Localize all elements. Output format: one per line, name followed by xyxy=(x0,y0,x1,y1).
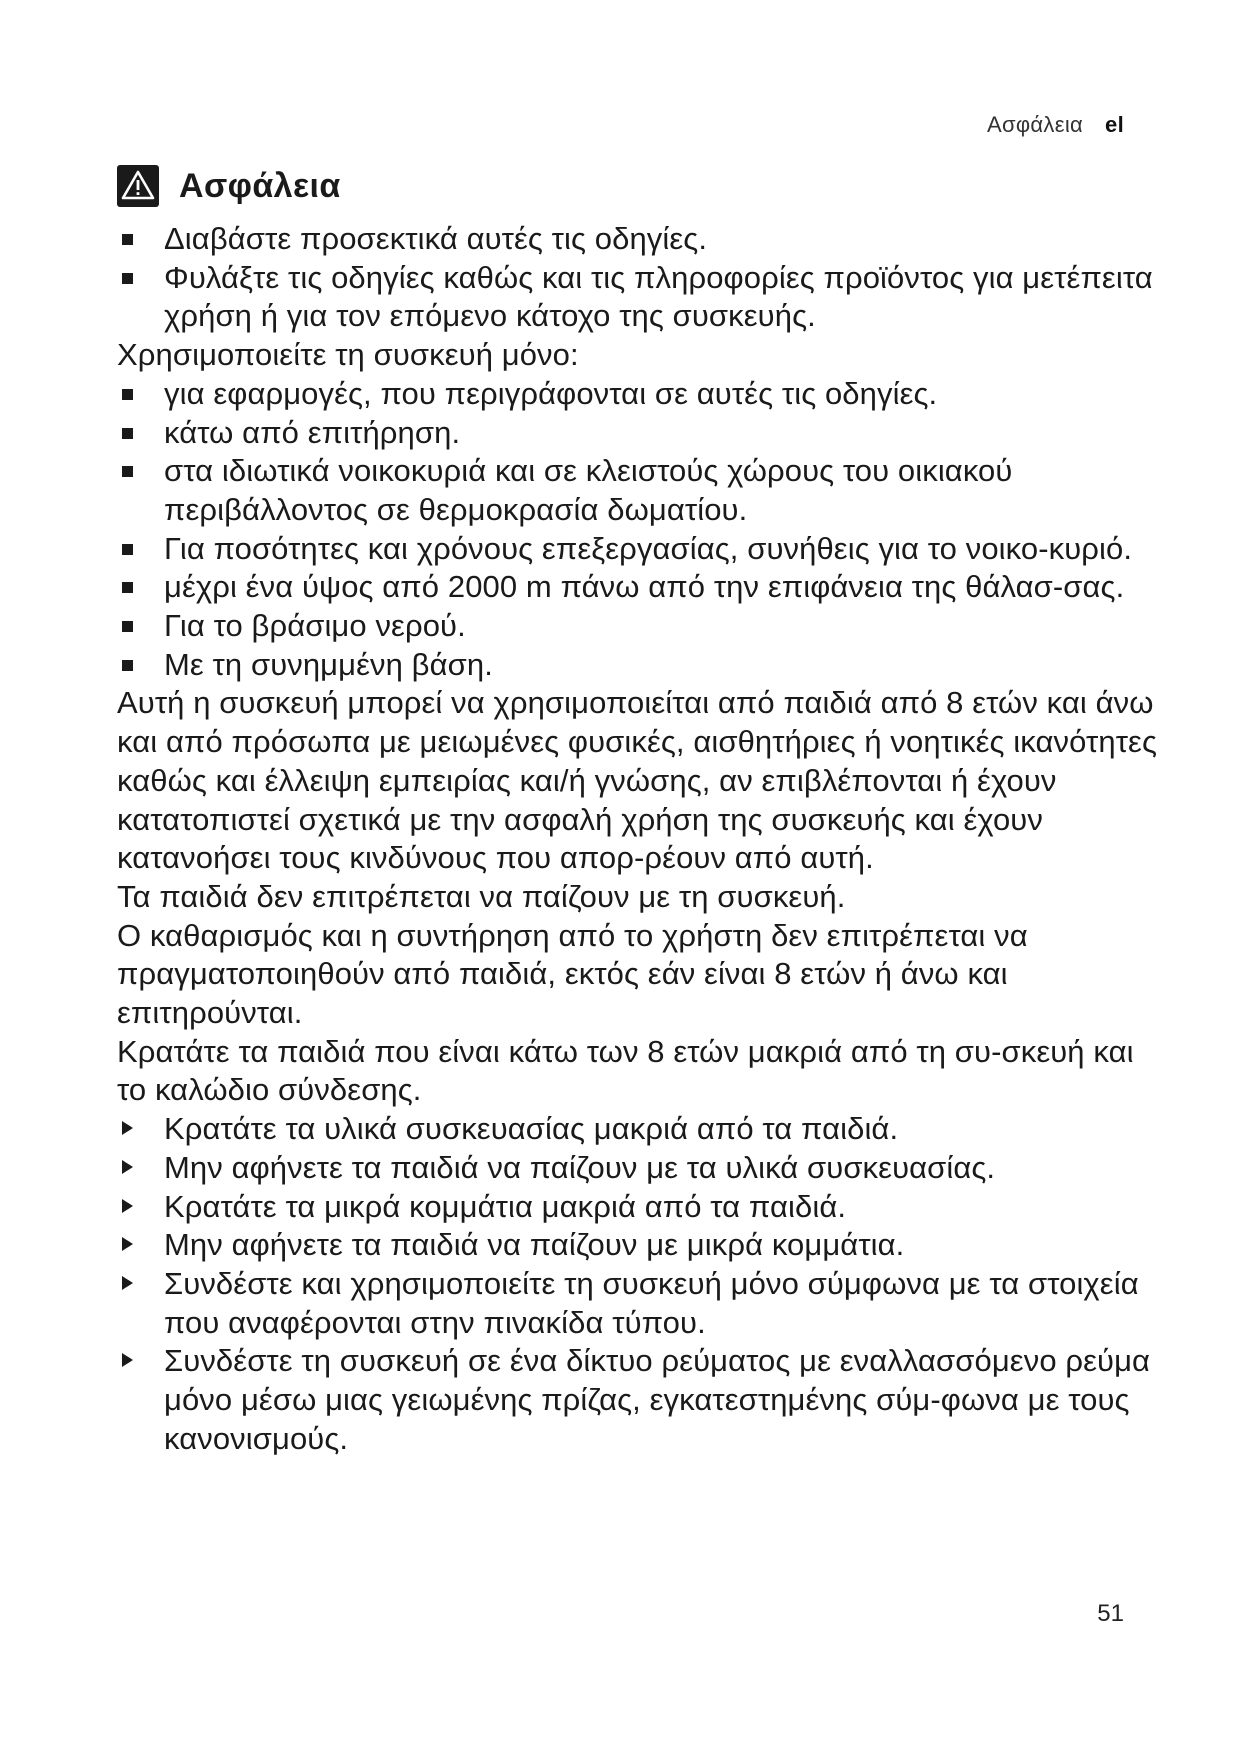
list-item-text: για εφαρμογές, που περιγράφονται σε αυτές τις οδηγίες. xyxy=(164,375,938,411)
list-item-text: στα ιδιωτικά νοικοκυριά και σε κλειστούς χώρους του οικιακού περιβάλλοντος σε θερμοκρασία δωματίου. xyxy=(164,453,1013,527)
list-item xyxy=(117,1265,1157,1342)
list-item-text: Συνδέστε τη συσκευή σε ένα δίκτυο ρεύματος με εναλλασσόμενο ρεύμα μόνο μέσω μιας γειωμένης πρίζας, εγκατεστημένης σύμ-φωνα με τους κανονισμούς. xyxy=(164,1343,1151,1456)
use-only-heading: Χρησιμοποιείτε τη συσκευή μόνο: xyxy=(117,337,579,373)
list-item xyxy=(117,530,1157,569)
list-item xyxy=(117,1188,1157,1227)
list-item-text: κάτω από επιτήρηση. xyxy=(164,414,461,450)
paragraph: Ο καθαρισμός και η συντήρηση από το χρήστη δεν επιτρέπεται να πραγματοποιηθούν από παιδιά, εκτός εάν είναι 8 ετών ή άνω και επιτηρούνται. xyxy=(117,917,1028,1031)
list-item-text: Φυλάξτε τις οδηγίες καθώς και τις πληροφορίες προϊόντος για μετέπειτα χρήση ή για τον επόμενο κάτοχο της συσκευής. xyxy=(164,259,1153,334)
list-item-text: Διαβάστε προσεκτικά αυτές τις οδηγίες. xyxy=(164,221,708,256)
list-item-text: Για ποσότητες και χρόνους επεξεργασίας, συνήθεις για το νοικο-κυριό. xyxy=(164,530,1133,566)
paragraph: Αυτή η συσκευή μπορεί να χρησιμοποιείται από παιδιά από 8 ετών και άνω και από πρόσωπα με μειωμένες φυσικές, αισθητήριες ή νοητικές ικανότητες καθώς και έλλειψη εμπειρίας και/ή γνώσης, αν επιβλέπονται ή έχουν κατατοπιστεί σχετικά με την ασφαλή χρήση της συσκευής και έχουν κατανοήσει τους κινδύνους που απορ-ρέουν από αυτή. xyxy=(117,685,1157,876)
list-item-text: Με τη συνημμένη βάση. xyxy=(164,646,493,682)
list-item-text: μέχρι ένα ύψος από 2000 m πάνω από την επιφάνεια της θάλασ-σας. xyxy=(164,569,1125,605)
list-item-text: Συνδέστε και χρησιμοποιείτε τη συσκευή μόνο σύμφωνα με τα στοιχεία που αναφέρονται στην πινακίδα τύπου. xyxy=(164,1265,1139,1340)
list-item xyxy=(117,607,1157,646)
list-item xyxy=(117,1149,1157,1188)
paragraph: Κρατάτε τα παιδιά που είναι κάτω των 8 ετών μακριά από τη συ-σκευή και το καλώδιο σύνδεσης. xyxy=(117,1033,1134,1108)
warning-icon xyxy=(117,165,159,207)
page-number: 51 xyxy=(1097,1600,1124,1627)
list-item xyxy=(117,220,1157,259)
list-item xyxy=(117,1110,1157,1149)
list-item xyxy=(117,568,1157,607)
list-item xyxy=(117,646,1157,685)
header-language: el xyxy=(1105,112,1124,137)
section-heading xyxy=(117,160,1157,212)
list-item xyxy=(117,1342,1157,1458)
list-item-text: Κρατάτε τα μικρά κομμάτια μακριά από τα παιδιά. xyxy=(164,1188,847,1224)
list-item-text: Μην αφήνετε τα παιδιά να παίζουν με μικρά κομμάτια. xyxy=(164,1227,905,1263)
section-title: Ασφάλεια xyxy=(179,166,341,205)
safety-section xyxy=(117,160,1157,1459)
list-item xyxy=(117,414,1157,453)
header-section: Ασφάλεια xyxy=(986,112,1084,137)
list-item xyxy=(117,375,1157,414)
list-item-text: Για το βράσιμο νερού. xyxy=(164,608,466,644)
list-item xyxy=(117,1226,1157,1265)
list-item xyxy=(117,452,1157,529)
list-item-text: Μην αφήνετε τα παιδιά να παίζουν με τα υλικά συσκευασίας. xyxy=(164,1149,996,1185)
paragraph: Τα παιδιά δεν επιτρέπεται να παίζουν με τη συσκευή. xyxy=(117,878,846,914)
list-item-text: Κρατάτε τα υλικά συσκευασίας μακριά από τα παιδιά. xyxy=(164,1111,899,1147)
list-item xyxy=(117,259,1157,336)
running-header xyxy=(987,112,1124,138)
